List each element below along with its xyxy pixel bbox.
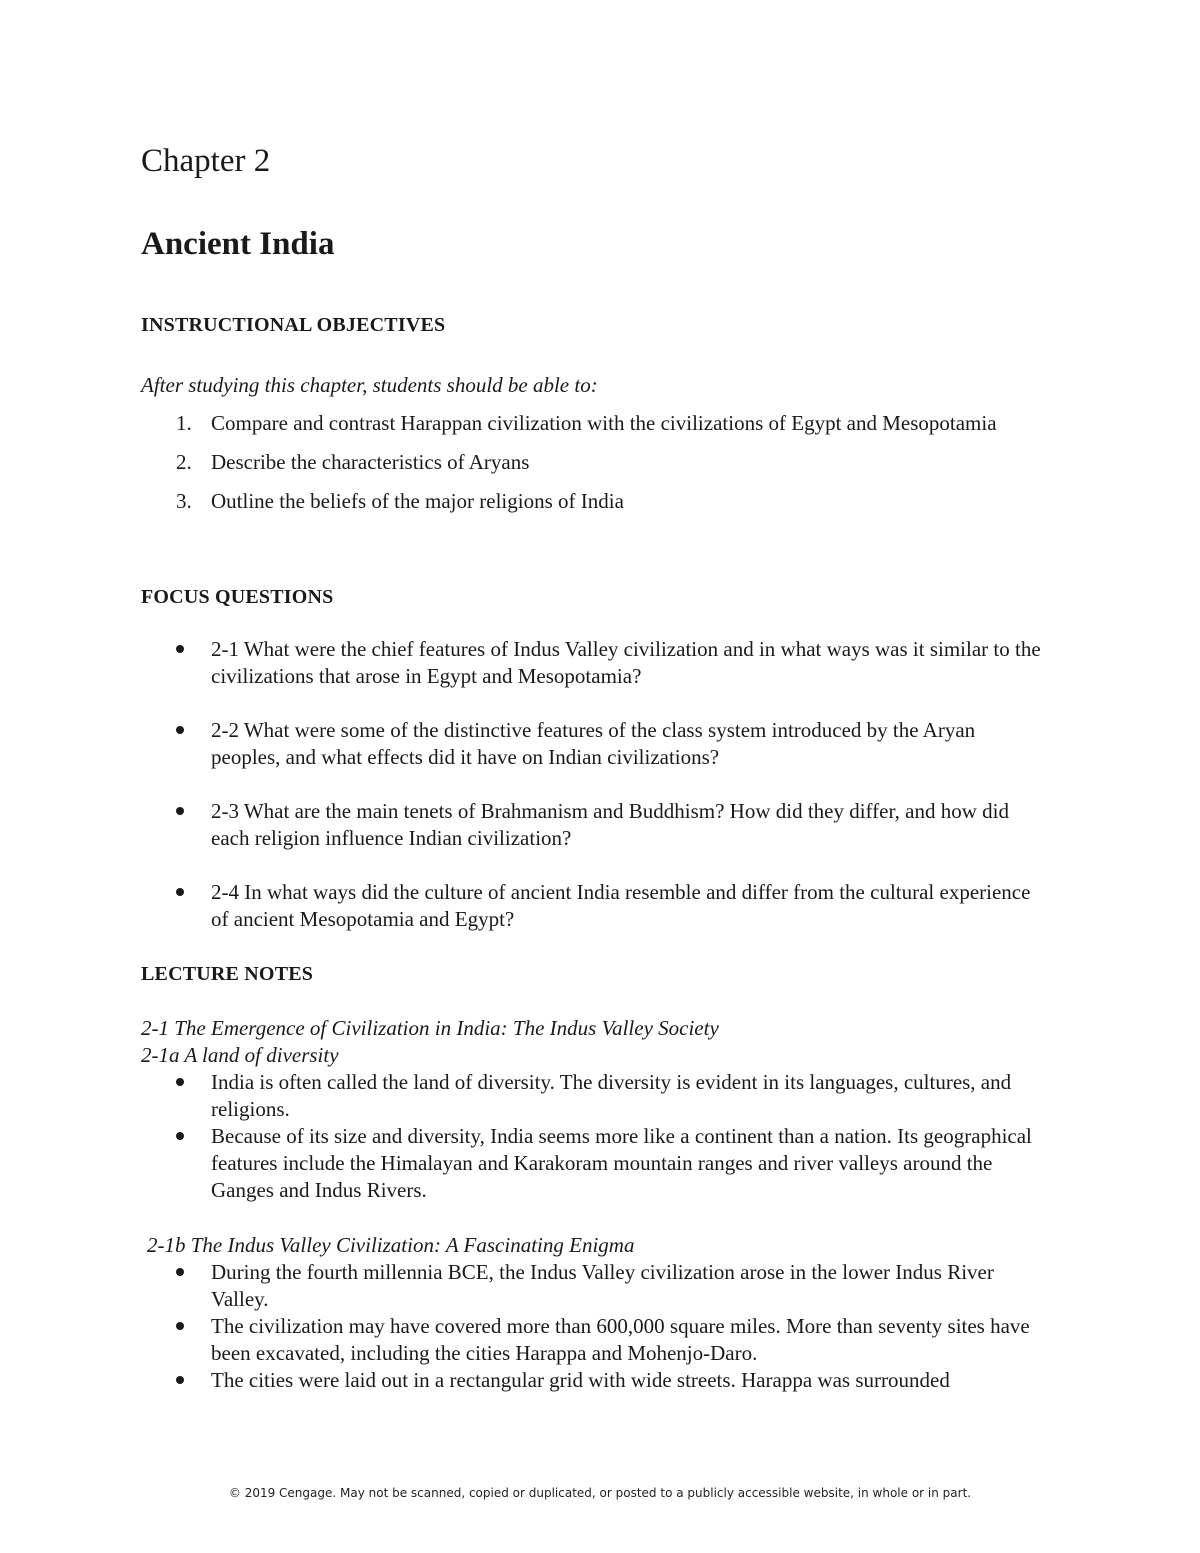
list-item: [141, 488, 1001, 515]
bullet-icon: [176, 807, 184, 815]
list-item: [141, 1313, 1051, 1367]
list-item: [141, 449, 1001, 476]
bullet-icon: [176, 1268, 184, 1276]
item-text: Outline the beliefs of the major religions of India: [211, 489, 624, 513]
bullet-icon: [176, 1376, 184, 1384]
list-item: [141, 1069, 1041, 1123]
subsection-title-a: 2-1a A land of diversity: [141, 1043, 339, 1067]
copyright-footer: © 2019 Cengage. May not be scanned, copied or duplicated, or posted to a publicly accessible website, in whole or in part.: [228, 1486, 972, 1500]
objectives-list: [141, 410, 1001, 515]
focus-questions-list: [141, 636, 1041, 960]
item-number: 2.: [176, 450, 192, 474]
item-text: 2-4 In what ways did the culture of ancient India resemble and differ from the cultural experience of ancient Mesopotamia and Egypt?: [211, 880, 1031, 931]
subsection-b-list: [141, 1259, 1051, 1394]
bullet-icon: [176, 1078, 184, 1086]
item-text: Describe the characteristics of Aryans: [211, 450, 530, 474]
section-title: 2-1 The Emergence of Civilization in India: The Indus Valley Society: [141, 1016, 719, 1040]
bullet-icon: [176, 726, 184, 734]
page-title: Ancient India: [141, 226, 335, 262]
item-text: 2-2 What were some of the distinctive features of the class system introduced by the Aryan peoples, and what effects did it have on Indian civilizations?: [211, 718, 976, 769]
list-item: [141, 636, 1041, 690]
item-text: During the fourth millennia BCE, the Indus Valley civilization arose in the lower Indus River Valley.: [211, 1260, 994, 1311]
list-item: [141, 717, 1041, 771]
item-text: Compare and contrast Harappan civilization with the civilizations of Egypt and Mesopotamia: [211, 411, 997, 435]
focus-heading: FOCUS QUESTIONS: [141, 586, 334, 608]
item-number: 3.: [176, 489, 192, 513]
chapter-label: Chapter 2: [141, 143, 271, 179]
list-item: [141, 410, 1001, 437]
bullet-icon: [176, 1132, 184, 1140]
item-text: Because of its size and diversity, India seems more like a continent than a nation. Its geographical features include the Himalayan and Karakoram mountain ranges and river valleys around the Ganges and Indus Rivers.: [211, 1124, 1032, 1202]
bullet-icon: [176, 1322, 184, 1330]
item-number: 1.: [176, 411, 192, 435]
subsection-a-list: [141, 1069, 1041, 1204]
list-item: [141, 798, 1041, 852]
objectives-heading: INSTRUCTIONAL OBJECTIVES: [141, 314, 446, 336]
list-item: [141, 1123, 1041, 1204]
list-item: [141, 1259, 1051, 1313]
lecture-heading: LECTURE NOTES: [141, 963, 314, 985]
subsection-title-b: 2-1b The Indus Valley Civilization: A Fascinating Enigma: [147, 1233, 635, 1257]
item-text: The cities were laid out in a rectangular grid with wide streets. Harappa was surrounded: [211, 1368, 950, 1392]
item-text: India is often called the land of diversity. The diversity is evident in its languages, cultures, and religions.: [211, 1070, 1012, 1121]
list-item: [141, 1367, 1051, 1394]
item-text: 2-3 What are the main tenets of Brahmanism and Buddhism? How did they differ, and how did each religion influence Indian civilization?: [211, 799, 1009, 850]
item-text: The civilization may have covered more than 600,000 square miles. More than seventy sites have been excavated, including the cities Harappa and Mohenjo-Daro.: [211, 1314, 1030, 1365]
bullet-icon: [176, 888, 184, 896]
objectives-intro: After studying this chapter, students should be able to:: [141, 373, 598, 397]
item-text: 2-1 What were the chief features of Indus Valley civilization and in what ways was it similar to the civilizations that arose in Egypt and Mesopotamia?: [211, 637, 1041, 688]
bullet-icon: [176, 645, 184, 653]
list-item: [141, 879, 1041, 933]
